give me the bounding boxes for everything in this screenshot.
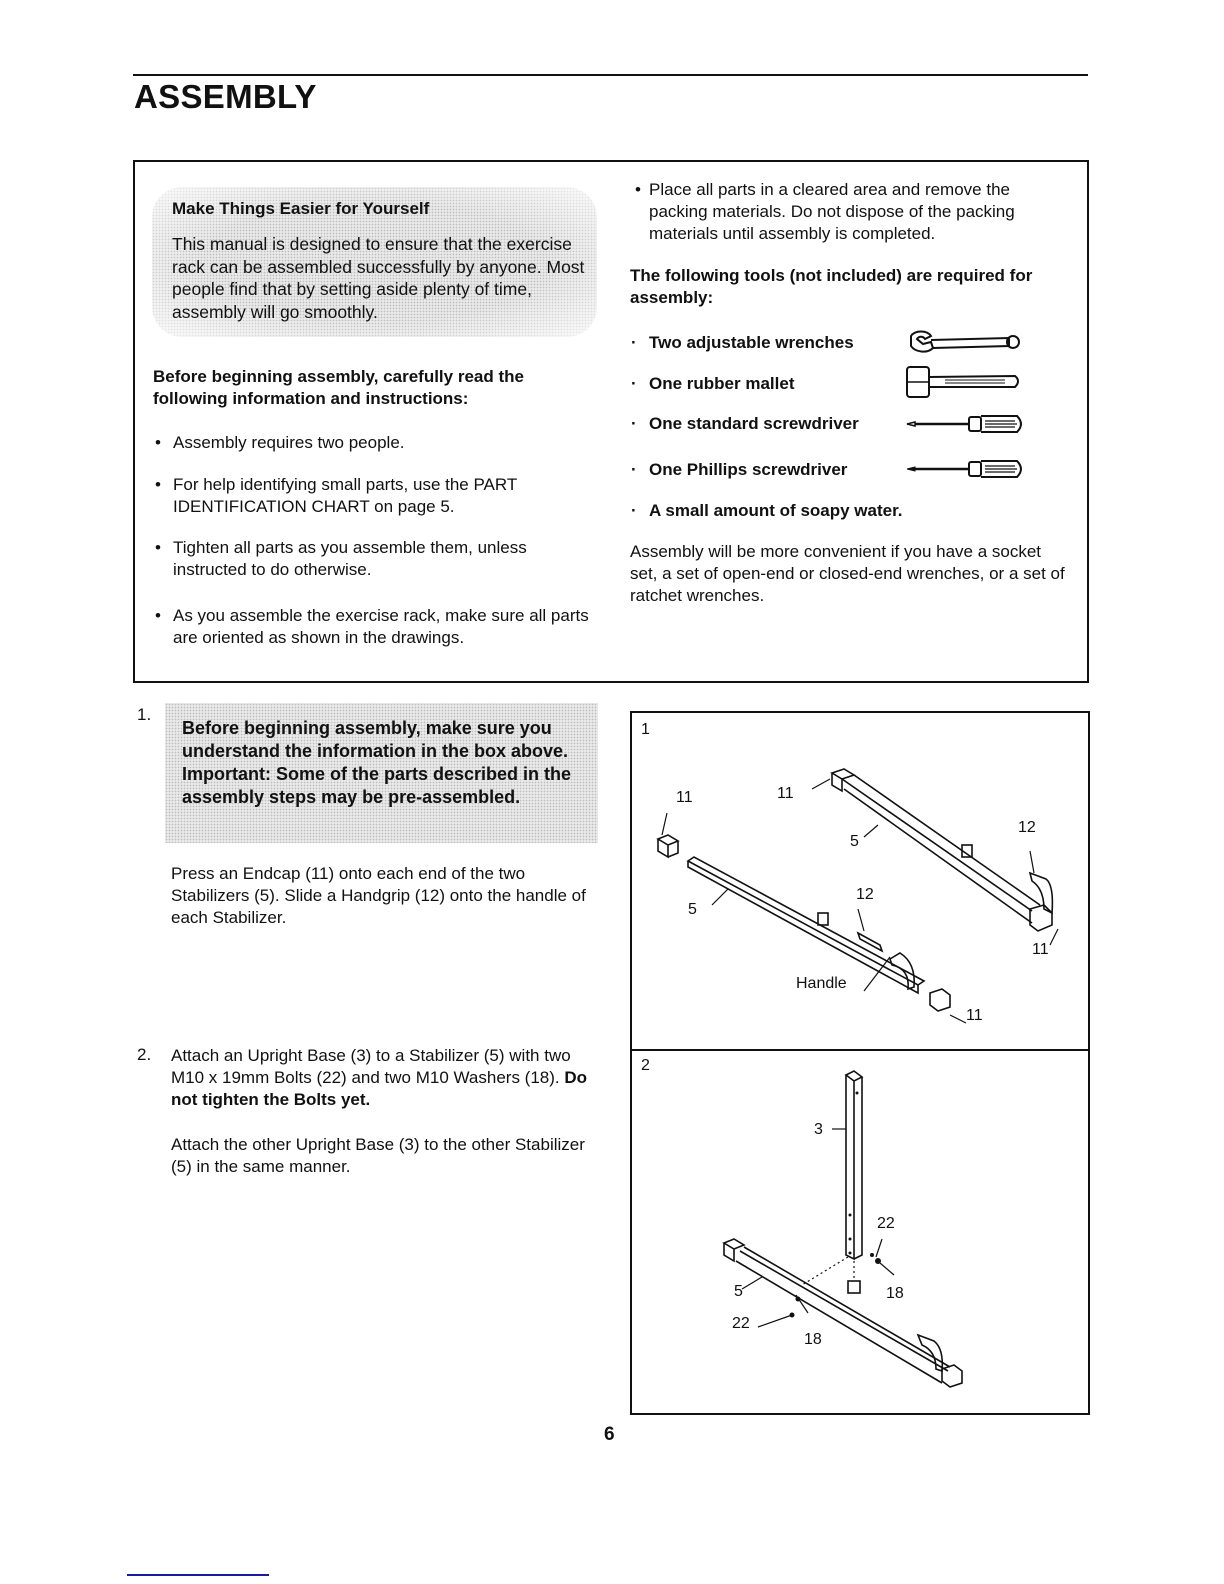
part-label: 11 — [676, 789, 693, 806]
step-2-warning: Do not tighten the Bolts yet. — [171, 1068, 588, 1109]
tool-label: Two adjustable wrenches — [649, 333, 854, 352]
phillips-screwdriver-icon — [905, 457, 1030, 481]
bullet-text: Place all parts in a cleared area and remove the packing materials. Do not dispose of the packing materials until assembly is completed. — [649, 180, 1015, 243]
tool-label: A small amount of soapy water. — [649, 501, 903, 520]
step-2-instructions-other: Attach the other Upright Base (3) to the other Stabilizer (5) in the same manner. — [171, 1135, 585, 1176]
adjustable-wrench-icon — [905, 328, 1025, 360]
diagram-1 — [632, 713, 1088, 1049]
step-1-number: 1. — [137, 705, 152, 724]
header-rule — [133, 74, 1088, 76]
bullet-text: As you assemble the exercise rack, make sure all parts are oriented as shown in the drawings. — [173, 606, 589, 647]
bullet-dot: • — [155, 475, 161, 494]
bullet-text: Assembly requires two people. — [173, 433, 405, 452]
bullet-dot: • — [155, 606, 161, 625]
diagram-2-number: 2 — [641, 1057, 650, 1074]
tool-item — [631, 500, 903, 522]
tool-label: One standard screwdriver — [649, 414, 859, 433]
part-label: 11 — [966, 1007, 983, 1024]
place-parts-bullet — [635, 179, 1069, 245]
bullet-dot: • — [155, 538, 161, 557]
page-number: 6 — [604, 1424, 615, 1445]
part-label: 12 — [856, 886, 874, 903]
bullet-dot: · — [631, 333, 637, 352]
standard-screwdriver-icon — [905, 412, 1030, 436]
handle-label: Handle — [796, 975, 847, 992]
tools-heading: The following tools (not included) are required for assembly: — [630, 266, 1033, 307]
part-label: 5 — [850, 833, 859, 850]
step-2-instructions — [171, 1045, 601, 1111]
tool-item — [631, 332, 854, 354]
part-label: 3 — [814, 1121, 823, 1138]
bullet-text: Tighten all parts as you assemble them, unless instructed to do otherwise. — [173, 538, 527, 579]
tool-label: One rubber mallet — [649, 374, 795, 393]
part-label: 22 — [877, 1215, 895, 1232]
part-label: 22 — [732, 1315, 750, 1332]
footer-link-underline — [127, 1574, 269, 1576]
part-label: 12 — [1018, 819, 1036, 836]
part-label: 11 — [777, 785, 794, 802]
convenience-note: Assembly will be more convenient if you have a socket set, a set of open-end or closed-end wrenches, or a set of ratchet wrenches. — [630, 542, 1065, 605]
part-label: 18 — [886, 1285, 904, 1302]
bullet-dot: • — [155, 433, 161, 452]
page-title: ASSEMBLY — [134, 78, 317, 115]
diagram-1-number: 1 — [641, 721, 650, 738]
bullet-dot: · — [631, 460, 637, 479]
info-bullet — [155, 474, 593, 518]
info-bullet — [155, 432, 593, 454]
before-assembly-heading: Before beginning assembly, carefully read the following information and instructions: — [153, 367, 524, 408]
rubber-mallet-icon — [905, 364, 1025, 400]
tip-body: This manual is designed to ensure that the exercise rack can be assembled successfully by anyone. Most people find that by setting aside plenty of time, assembly will go smoothly. — [172, 234, 585, 322]
upright-base-drawing — [632, 1051, 1088, 1411]
part-label: 11 — [1032, 941, 1049, 958]
step-2-text: Attach an Upright Base (3) to a Stabilizer (5) with two M10 x 19mm Bolts (22) and two M10 Washers (18). — [171, 1046, 571, 1087]
tool-item — [631, 373, 795, 395]
tool-label: One Phillips screwdriver — [649, 460, 848, 479]
part-label: 18 — [804, 1331, 822, 1348]
step-1-instructions: Press an Endcap (11) onto each end of the two Stabilizers (5). Slide a Handgrip (12) onto the handle of each Stabilizer. — [171, 864, 586, 927]
bullet-dot: · — [631, 501, 637, 520]
info-bullet — [155, 537, 593, 581]
preassembly-notice: Before beginning assembly, make sure you understand the information in the box above. Important: Some of the parts described in the assembly steps may be pre-assembled. — [182, 718, 572, 807]
tip-title: Make Things Easier for Yourself — [172, 199, 430, 218]
bullet-dot: • — [635, 180, 641, 199]
tool-item — [631, 413, 859, 435]
bullet-dot: · — [631, 414, 637, 433]
bullet-text: For help identifying small parts, use the PART IDENTIFICATION CHART on page 5. — [173, 475, 517, 516]
bullet-dot: · — [631, 374, 637, 393]
step-2-number: 2. — [137, 1045, 152, 1064]
part-label: 5 — [688, 901, 697, 918]
part-label: 5 — [734, 1283, 743, 1300]
stabilizer-exploded-drawing — [632, 713, 1088, 1049]
tool-item — [631, 459, 848, 481]
info-bullet — [155, 605, 603, 649]
diagram-2 — [632, 1051, 1088, 1411]
